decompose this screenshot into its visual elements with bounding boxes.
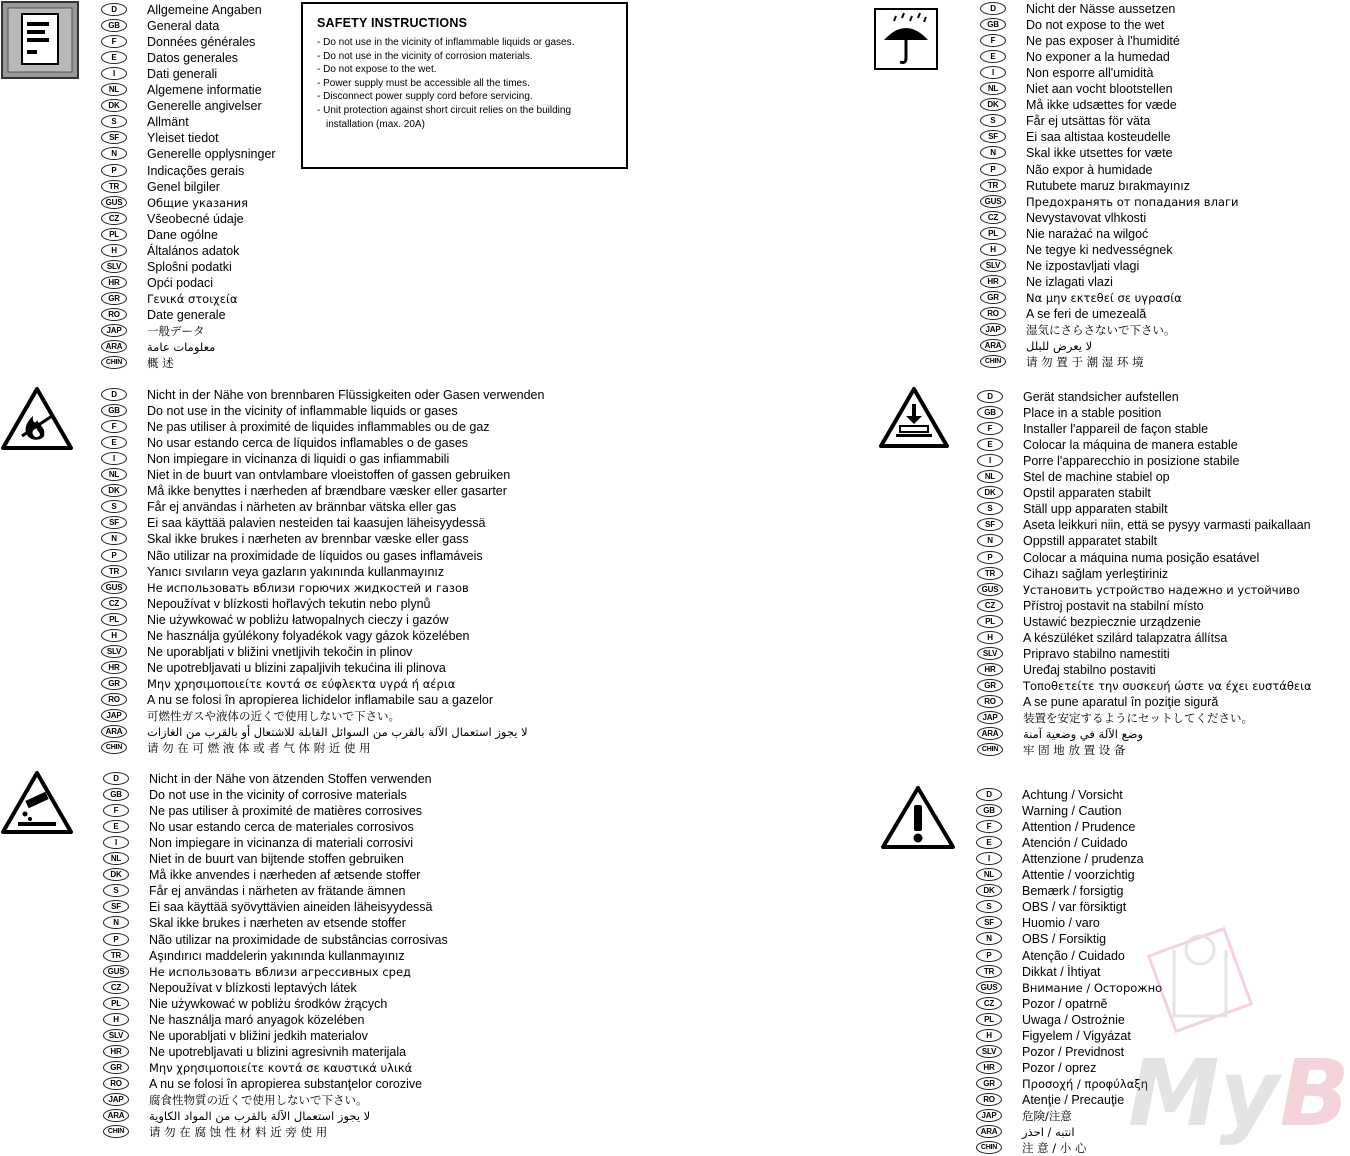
language-code-badge: JAP <box>103 1093 129 1106</box>
language-code-badge: GUS <box>101 196 127 209</box>
language-text: انتبه / احذر <box>1022 1125 1075 1140</box>
language-text: Får ej utsättas för väta <box>1026 114 1151 129</box>
language-code-badge: CZ <box>101 597 127 610</box>
language-code-badge: GUS <box>977 583 1003 596</box>
language-code-badge: D <box>103 772 129 785</box>
language-text: 危険/注意 <box>1022 1109 1072 1123</box>
language-code-badge: SF <box>977 518 1003 531</box>
safety-line: - Disconnect power supply cord before servicing. <box>317 91 533 103</box>
language-code-badge: PL <box>977 615 1003 628</box>
language-code-badge: P <box>103 933 129 946</box>
language-code-badge: H <box>101 629 127 642</box>
language-code-badge: E <box>101 51 127 64</box>
language-code-badge: GUS <box>101 581 127 594</box>
language-code-badge: DK <box>980 98 1006 111</box>
language-code-badge: DK <box>977 486 1003 499</box>
language-text: Nie używkować w pobliżu łatwopalnych cieczy i gazów <box>147 612 449 627</box>
language-text: Må ikke benyttes i nærheden af brændbare væsker eller gasarter <box>147 484 507 499</box>
language-text: Do not expose to the wet <box>1026 18 1165 33</box>
language-text: 牢 固 地 放 置 设 备 <box>1023 743 1126 758</box>
language-text: Får ej användas i närheten av brännbar vätska eller gas <box>147 500 457 515</box>
language-code-badge: N <box>103 916 129 929</box>
language-text: 一般データ <box>147 324 205 338</box>
language-text: Não utilizar na proximidade de líquidos ou gases inflamáveis <box>147 548 483 563</box>
language-text: 注 意 / 小 心 <box>1022 1141 1087 1156</box>
language-code-badge: SLV <box>976 1045 1002 1058</box>
language-text: Общие указания <box>147 195 249 210</box>
language-text: Não expor à humidade <box>1026 162 1153 177</box>
language-code-badge: S <box>101 500 127 513</box>
language-code-badge: E <box>977 438 1003 451</box>
safety-line: - Do not use in the vicinity of corrosion materials. <box>317 50 533 62</box>
language-code-badge: H <box>980 243 1006 256</box>
language-code-badge: ARA <box>977 727 1003 740</box>
language-code-badge: N <box>977 534 1003 547</box>
language-text: Ustawić bezpiecznie urządzenie <box>1023 614 1201 629</box>
language-code-badge: F <box>976 820 1002 833</box>
stable-position-list <box>977 389 1312 759</box>
language-code-badge: RO <box>103 1077 129 1090</box>
language-text: Opći podaci <box>147 275 214 290</box>
language-code-badge: H <box>977 631 1003 644</box>
language-code-badge: S <box>103 884 129 897</box>
language-code-badge: GB <box>976 804 1002 817</box>
language-text: Ei saa käyttää palavien nesteiden tai kaasujen läheisyydessä <box>147 516 486 531</box>
language-code-badge: I <box>101 452 127 465</box>
language-code-badge: HR <box>101 661 127 674</box>
language-code-badge: SLV <box>101 645 127 658</box>
language-text: Oppstill apparatet stabilt <box>1023 534 1158 549</box>
language-text: Nevystavovat vlhkosti <box>1026 210 1147 225</box>
language-code-badge: NL <box>101 83 127 96</box>
language-code-badge: GB <box>977 406 1003 419</box>
language-code-badge: I <box>101 67 127 80</box>
language-code-badge: SF <box>103 900 129 913</box>
language-code-badge: ARA <box>980 339 1006 352</box>
language-code-badge: P <box>101 164 127 177</box>
language-code-badge: DK <box>976 884 1002 897</box>
language-text: Προσοχή / προφύλαξη <box>1022 1076 1149 1091</box>
language-text: Nepoužívat v blízkosti leptavých látek <box>149 980 357 995</box>
language-code-badge: CZ <box>980 211 1006 224</box>
language-code-badge: CZ <box>976 997 1002 1010</box>
language-text: A nu se folosi în apropierea substanţelor corozive <box>149 1076 423 1091</box>
language-text: Huomio / varo <box>1022 916 1100 931</box>
stable-position-icon <box>878 386 950 450</box>
language-code-badge: HR <box>101 276 127 289</box>
safety-line: - Power supply must be accessible all the times. <box>317 77 530 89</box>
language-code-badge: PL <box>976 1013 1002 1026</box>
language-text: Sploŝni podatki <box>147 259 232 274</box>
language-code-badge: S <box>977 502 1003 515</box>
language-text: Přístroj postavit na stabilní místo <box>1023 598 1204 613</box>
language-code-badge: GR <box>101 292 127 305</box>
exclamation-warning-icon <box>880 785 956 851</box>
language-text: 湿気にさらさないで下さい。 <box>1026 323 1176 337</box>
language-code-badge: RO <box>976 1093 1002 1106</box>
language-code-badge: PL <box>101 613 127 626</box>
language-code-badge: E <box>980 50 1006 63</box>
language-text: OBS / Forsiktig <box>1022 932 1107 947</box>
language-code-badge: JAP <box>976 1109 1002 1122</box>
language-text: Ei saa käyttää syövyttävien aineiden läheisyydessä <box>149 900 433 915</box>
language-code-badge: CZ <box>977 599 1003 612</box>
language-text: Niet in de buurt van ontvlambare vloeistoffen of gassen gebruiken <box>147 468 511 483</box>
language-text: 请 勿 在 可 燃 液 体 或 者 气 体 附 近 使 用 <box>147 741 371 756</box>
language-text: Pripravo stabilno namestiti <box>1023 646 1170 661</box>
language-code-badge: CZ <box>101 212 127 225</box>
language-text: لا يجوز استعمال الآلة بالقرب من السوائل القابلة للاشتعال أو بالقرب من الغازات <box>147 725 528 740</box>
language-text: Skal ikke utsettes for væte <box>1026 146 1173 161</box>
language-code-badge: ARA <box>101 725 127 738</box>
language-text: Skal ikke brukes i nærheten av etsende stoffer <box>149 916 406 931</box>
language-code-badge: I <box>103 836 129 849</box>
language-code-badge: F <box>980 34 1006 47</box>
language-text: Nicht in der Nähe von ätzenden Stoffen verwenden <box>149 772 432 786</box>
language-code-badge: N <box>980 146 1006 159</box>
language-code-badge: F <box>101 420 127 433</box>
language-code-badge: HR <box>976 1061 1002 1074</box>
language-text: OBS / var försiktigt <box>1022 900 1127 915</box>
safety-instructions-title: SAFETY INSTRUCTIONS <box>317 16 468 30</box>
language-text: Achtung / Vorsicht <box>1022 788 1123 802</box>
language-text: Ne uporabljati v bližini vnetljivih tekočin in plinov <box>147 644 413 659</box>
language-text: General data <box>147 19 220 34</box>
language-text: Rutubete maruz bırakmayınız <box>1026 178 1190 193</box>
language-text: Általános adatok <box>147 243 240 258</box>
language-text: Nie używkować w pobliżu środków żrących <box>149 996 388 1011</box>
language-code-badge: CHIN <box>980 355 1006 368</box>
language-text: Colocar a máquina numa posição esatável <box>1023 550 1260 565</box>
language-text: Stel de machine stabiel op <box>1023 470 1170 485</box>
language-text: Dane ogólne <box>147 227 218 242</box>
language-code-badge: CHIN <box>103 1125 129 1138</box>
wet-warning-list <box>980 1 1280 371</box>
language-text: Non esporre all'umidità <box>1026 66 1154 81</box>
language-code-badge: PL <box>980 227 1006 240</box>
language-text: Ne pas utiliser à proximité de liquides inflammables ou de gaz <box>147 420 490 435</box>
language-code-badge: SF <box>980 130 1006 143</box>
language-text: Do not use in the vicinity of inflammable liquids or gases <box>147 404 458 419</box>
language-code-badge: GUS <box>103 965 129 978</box>
language-code-badge: S <box>976 900 1002 913</box>
language-text: Attentie / voorzichtig <box>1022 868 1135 883</box>
language-code-badge: GR <box>977 679 1003 692</box>
language-text: Ne uporabljati v bližini jedkih materialov <box>149 1028 368 1043</box>
language-code-badge: GB <box>101 404 127 417</box>
language-text: A se pune aparatul în poziţie sigură <box>1023 694 1219 709</box>
language-text: Generelle angivelser <box>147 99 262 114</box>
language-code-badge: PL <box>101 228 127 241</box>
language-code-badge: N <box>976 932 1002 945</box>
language-text: Données générales <box>147 35 256 50</box>
language-text: Ne tegye ki nedvességnek <box>1026 242 1173 257</box>
language-code-badge: DK <box>103 868 129 881</box>
language-code-badge: SF <box>101 131 127 144</box>
language-code-badge: SLV <box>101 260 127 273</box>
language-text: Må ikke udsættes for væde <box>1026 98 1177 113</box>
language-text: Não utilizar na proximidade de substâncias corrosivas <box>149 932 448 947</box>
language-text: Μην χρησιμοποιείτε κοντά σε καυστικά υλικά <box>149 1060 413 1075</box>
language-code-badge: E <box>101 436 127 449</box>
language-code-badge: GR <box>101 677 127 690</box>
language-text: Ne upotrebljavati u blizini agresivnih materijala <box>149 1044 407 1059</box>
language-code-badge: CHIN <box>977 743 1003 756</box>
language-text: Niet aan vocht blootstellen <box>1026 82 1173 97</box>
language-code-badge: S <box>980 114 1006 127</box>
language-code-badge: PL <box>103 997 129 1010</box>
language-text: 请 勿 在 腐 蚀 性 材 料 近 旁 使 用 <box>149 1125 328 1140</box>
watermark-logo <box>1110 920 1350 1147</box>
language-text: Indicações gerais <box>147 163 245 178</box>
language-text: Generelle opplysninger <box>147 147 276 162</box>
language-code-badge: F <box>101 35 127 48</box>
language-text: Ställ upp apparaten stabilt <box>1023 502 1168 517</box>
language-code-badge: RO <box>101 308 127 321</box>
corrosive-warning-list <box>103 771 523 1141</box>
language-text: Внимание / Осторожно <box>1022 980 1163 995</box>
language-text: Yleiset tiedot <box>147 131 219 146</box>
language-text: Opstil apparaten stabilt <box>1023 486 1151 501</box>
language-code-badge: ARA <box>976 1125 1002 1138</box>
language-code-badge: N <box>101 147 127 160</box>
language-text: Не использовать вблизи агрессивных сред <box>149 964 411 979</box>
language-code-badge: CZ <box>103 981 129 994</box>
language-code-badge: DK <box>101 99 127 112</box>
umbrella-rain-icon <box>874 8 938 70</box>
language-text: Μην χρησιμοποιείτε κοντά σε εύφλεκτα υγρά ή αέρια <box>147 676 456 691</box>
language-code-badge: GB <box>980 18 1006 31</box>
language-text: Attention / Prudence <box>1022 820 1136 835</box>
language-code-badge: RO <box>101 693 127 706</box>
language-text: Τοποθετείτε την συσκευή ώστε να έχει ευστάθεια <box>1023 678 1312 693</box>
language-text: Všeobecné údaje <box>147 211 244 226</box>
language-code-badge: I <box>977 454 1003 467</box>
language-code-badge: TR <box>101 565 127 578</box>
language-text: Aşındırıcı maddelerin yakınında kullanmayınız <box>149 948 405 963</box>
language-text: A készüléket szilárd talapzatra állítsa <box>1023 630 1228 645</box>
safety-line: - Do not use in the vicinity of inflammable liquids or gases. <box>317 37 575 48</box>
language-text: Pozor / Previdnost <box>1022 1044 1125 1059</box>
language-code-badge: CHIN <box>976 1141 1002 1154</box>
language-text: Ne használja maró anyagok közelében <box>149 1012 365 1027</box>
language-text: Allgemeine Angaben <box>147 3 262 17</box>
language-text: Do not use in the vicinity of corrosive materials <box>149 788 407 803</box>
language-code-badge: D <box>977 390 1003 403</box>
language-code-badge: E <box>103 820 129 833</box>
language-text: Ne izlagati vlazi <box>1026 274 1113 289</box>
language-code-badge: HR <box>103 1045 129 1058</box>
language-code-badge: NL <box>101 468 127 481</box>
language-code-badge: E <box>976 836 1002 849</box>
language-text: Nicht in der Nähe von brennbaren Flüssigkeiten oder Gasen verwenden <box>147 388 545 402</box>
language-text: Yanıcı sıvıların veya gazların yakınında kullanmayınız <box>147 564 445 579</box>
language-text: No exponer a la humedad <box>1026 50 1170 65</box>
language-text: Date generale <box>147 307 226 322</box>
safety-line: - Unit protection against short circuit relies on the building <box>317 104 572 116</box>
language-text: 请 勿 置 于 潮 湿 环 境 <box>1026 355 1144 370</box>
language-code-badge: P <box>980 163 1006 176</box>
language-code-badge: P <box>101 549 127 562</box>
language-text: Atenţie / Precauţie <box>1022 1092 1125 1107</box>
language-text: وضع الآلة في وضعية آمنة <box>1023 727 1144 742</box>
language-code-badge: GR <box>103 1061 129 1074</box>
language-code-badge: SLV <box>980 259 1006 272</box>
flammable-warning-list <box>101 387 661 757</box>
language-text: A nu se folosi în apropierea lichidelor inflamabile sau a gazelor <box>147 692 494 707</box>
flame-warning-icon <box>0 386 74 452</box>
language-text: Να μην εκτεθεί σε υγρασία <box>1026 290 1182 305</box>
language-code-badge: SLV <box>103 1029 129 1042</box>
language-code-badge: TR <box>976 965 1002 978</box>
language-code-badge: NL <box>976 868 1002 881</box>
language-code-badge: DK <box>101 484 127 497</box>
language-code-badge: GR <box>976 1077 1002 1090</box>
language-text: Pozor / opatrně <box>1022 996 1108 1011</box>
language-code-badge: JAP <box>980 323 1006 336</box>
language-text: Må ikke anvendes i nærheden af ætsende stoffer <box>149 868 421 883</box>
watermark-text: My <box>1128 1040 1280 1147</box>
language-text: Не использовать вблизи горючих жидкостей и газов <box>147 580 469 595</box>
language-text: Attenzione / prudenza <box>1022 852 1144 867</box>
language-text: Figyelem / Vigyázat <box>1022 1028 1131 1043</box>
language-text: Nie narażać na wilgoć <box>1026 226 1149 241</box>
language-code-badge: P <box>977 551 1003 564</box>
language-text: Nepoužívat v blízkosti hořlavých tekutin nebo plynů <box>147 596 431 611</box>
language-text: Skal ikke brukes i nærheten av brennbar væske eller gass <box>147 532 469 547</box>
language-code-badge: NL <box>103 852 129 865</box>
language-code-badge: HR <box>977 663 1003 676</box>
language-code-badge: D <box>101 3 127 16</box>
language-text: Ne használja gyúlékony folyadékok vagy gázok közelében <box>147 628 470 643</box>
corrosive-warning-icon <box>0 770 74 836</box>
language-text: Γενικά στοιχεία <box>147 291 238 306</box>
language-code-badge: TR <box>977 567 1003 580</box>
language-text: 概 述 <box>147 356 174 371</box>
language-text: Ne upotrebljavati u blizini zapaljivih tekućina ili plinova <box>147 660 446 675</box>
language-text: Place in a stable position <box>1023 406 1162 421</box>
language-text: Algemene informatie <box>147 83 262 98</box>
language-text: Datos generales <box>147 51 239 66</box>
language-code-badge: S <box>101 115 127 128</box>
language-code-badge: GB <box>101 19 127 32</box>
language-code-badge: TR <box>103 949 129 962</box>
language-text: لا يعرض للبلل <box>1026 339 1093 354</box>
language-code-badge: F <box>103 804 129 817</box>
language-text: Atención / Cuidado <box>1022 836 1128 851</box>
language-code-badge: H <box>976 1029 1002 1042</box>
general-data-list <box>101 2 301 372</box>
language-text: Installer l'appareil de façon stable <box>1023 422 1209 437</box>
language-code-badge: SLV <box>977 647 1003 660</box>
language-text: 可燃性ガスや液体の近くで使用しないで下さい。 <box>147 709 400 723</box>
language-text: Ne pas exposer à l'humidité <box>1026 34 1180 49</box>
language-code-badge: TR <box>101 180 127 193</box>
language-text: A se feri de umezeală <box>1026 306 1147 321</box>
language-text: Non impiegare in vicinanza di materiali corrosivi <box>149 836 413 851</box>
language-text: Allmänt <box>147 115 189 130</box>
language-code-badge: JAP <box>101 709 127 722</box>
language-text: 腐食性物質の近くで使用しないで下さい。 <box>149 1093 368 1107</box>
language-text: Aseta leikkuri niin, että se pysyy varmasti paikallaan <box>1023 518 1311 533</box>
language-text: Uwaga / Ostrożnie <box>1022 1012 1125 1027</box>
document-icon <box>2 2 78 78</box>
language-text: Ne izpostavljati vlagi <box>1026 258 1140 273</box>
language-code-badge: H <box>103 1013 129 1026</box>
language-text: 装置を安定するようにセットしてください。 <box>1023 711 1253 725</box>
language-code-badge: ARA <box>101 340 127 353</box>
language-code-badge: I <box>980 66 1006 79</box>
language-text: Dikkat / İhtiyat <box>1022 964 1101 979</box>
language-text: Gerät standsicher aufstellen <box>1023 390 1179 404</box>
language-code-badge: JAP <box>101 324 127 337</box>
language-text: Bemærk / forsigtig <box>1022 884 1124 899</box>
language-code-badge: GR <box>980 291 1006 304</box>
language-code-badge: D <box>976 788 1002 801</box>
language-text: Atenção / Cuidado <box>1022 948 1125 963</box>
language-text: Ne pas utiliser à proximité de matières corrosives <box>149 804 423 819</box>
language-code-badge: D <box>101 388 127 401</box>
language-text: Предохранять от попадания влаги <box>1026 194 1239 209</box>
language-text: Warning / Caution <box>1022 804 1122 819</box>
language-text: Får ej användas i närheten av frätande ämnen <box>149 884 406 899</box>
language-text: Cihazı sağlam yerleştiriniz <box>1023 566 1169 581</box>
language-text: Dati generali <box>147 67 218 82</box>
language-code-badge: CHIN <box>101 356 127 369</box>
language-code-badge: I <box>976 852 1002 865</box>
watermark-text: B <box>1279 1040 1350 1147</box>
language-code-badge: SF <box>976 916 1002 929</box>
language-code-badge: GUS <box>976 981 1002 994</box>
language-code-badge: P <box>976 949 1002 962</box>
language-text: معلومات عامة <box>147 340 216 355</box>
language-text: Uređaj stabilno postaviti <box>1023 662 1156 677</box>
language-code-badge: H <box>101 244 127 257</box>
language-code-badge: RO <box>980 307 1006 320</box>
language-text: Pozor / oprez <box>1022 1060 1097 1075</box>
language-text: Colocar la máquina de manera estable <box>1023 438 1238 453</box>
language-code-badge: SF <box>101 516 127 529</box>
language-code-badge: GB <box>103 788 129 801</box>
language-code-badge: ARA <box>103 1109 129 1122</box>
language-code-badge: F <box>977 422 1003 435</box>
language-code-badge: TR <box>980 179 1006 192</box>
language-text: Nicht der Nässe aussetzen <box>1026 2 1176 16</box>
language-code-badge: CHIN <box>101 741 127 754</box>
language-text: Установить устройство надежно и устойчиво <box>1023 582 1300 597</box>
language-code-badge: GUS <box>980 195 1006 208</box>
language-text: Non impiegare in vicinanza di liquidi o gas infiammabili <box>147 452 450 467</box>
language-code-badge: HR <box>980 275 1006 288</box>
language-text: Genel bilgiler <box>147 179 220 194</box>
language-text: No usar estando cerca de materiales corrosivos <box>149 820 414 835</box>
language-text: Porre l'apparecchio in posizione stabile <box>1023 454 1240 469</box>
language-code-badge: D <box>980 2 1006 15</box>
language-code-badge: RO <box>977 695 1003 708</box>
language-text: لا يجوز استعمال الآلة بالقرب من المواد الكاوية <box>149 1109 371 1124</box>
language-code-badge: NL <box>977 470 1003 483</box>
language-text: Niet in de buurt van bijtende stoffen gebruiken <box>149 852 404 867</box>
safety-line: installation (max. 20A) <box>326 118 425 130</box>
safety-instructions-box <box>301 2 628 169</box>
language-code-badge: JAP <box>977 711 1003 724</box>
language-text: Ei saa altistaa kosteudelle <box>1026 130 1171 145</box>
language-code-badge: NL <box>980 82 1006 95</box>
language-code-badge: N <box>101 532 127 545</box>
safety-line: - Do not expose to the wet. <box>317 64 437 76</box>
language-text: No usar estando cerca de líquidos inflamables o de gases <box>147 436 469 451</box>
